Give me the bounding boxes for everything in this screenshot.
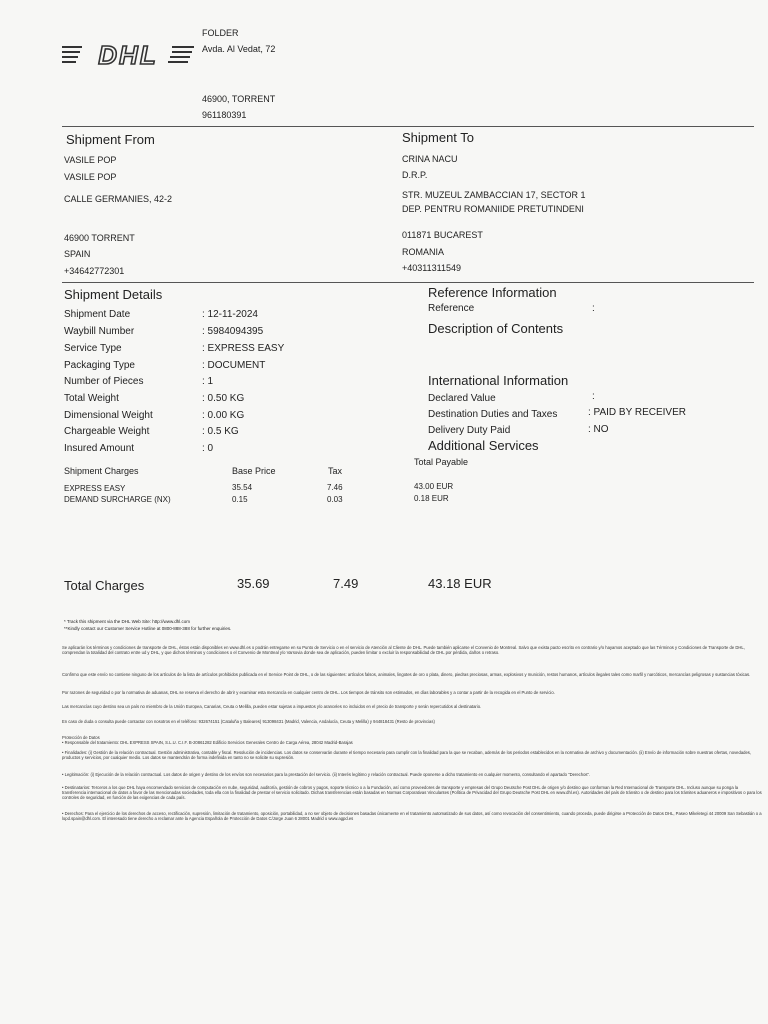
legal-paragraph: Las mercancías cuyo destino sea un país no miembro de la Unión Europea, Canarias, Ceuta o Melilla, pueden estar sujetas a impuestos y/o aranceles no incluidos en el precio de transporte y serán repercutidos al destinatario. [62,704,482,709]
total-charges-label: Total Charges [64,578,145,593]
from-address: CALLE GERMANIES, 42-2 [64,194,173,204]
legal-paragraph: • Legitimación: (i) Ejecución de la relación contractual. Los datos de origen y destino de los envíos son necesarios para la prestación del servicio. (ii) Interés legítimo y relación contractual. Puede oponerse a dicho tratamiento en cualquier momento, consultando el apartado "Derechos". [62,772,591,777]
from-phone: +34642772301 [64,266,125,276]
hotline-note: **Kindly contact our Customer Service Hotline at 0800-888-388 for further enquiries. [64,626,232,631]
detail-label: Service Type [64,343,122,354]
shipment-details-title: Shipment Details [64,287,163,302]
legal-paragraph: Por razones de seguridad o por la normativa de aduanas, DHL se reserva el derecho de abrir y examinar esta mercancía en cualquier centro de DHL. Los tiempos de tránsito son estimados, en días laborables y a contar a partir de la recogida en el Punto de servicio. [62,690,555,695]
dhl-logo [62,41,194,69]
additional-services-title: Additional Services [428,438,539,453]
charge-row-base: 0.15 [232,495,248,504]
detail-value: : DOCUMENT [202,360,266,371]
to-contact: D.R.P. [402,170,428,180]
to-phone: +40311311549 [402,263,461,273]
total-payable: 43.18 EUR [428,576,492,591]
shipment-from-title: Shipment From [66,132,155,147]
header-line-phone: 961180391 [202,110,247,120]
charges-header-base: Base Price [232,466,276,476]
reference-value: : [592,303,595,314]
charge-row-name: DEMAND SURCHARGE (NX) [64,495,171,504]
charge-row-tax: 7.46 [327,483,343,492]
detail-value: : 12-11-2024 [202,309,258,320]
intl-value: : [592,391,595,402]
to-address-1: STR. MUZEUL ZAMBACCIAN 17, SECTOR 1 [402,190,586,200]
charges-header-tax: Tax [328,466,343,476]
detail-label: Dimensional Weight [64,410,153,421]
detail-value: : 5984094395 [202,326,264,337]
detail-label: Waybill Number [64,326,135,337]
intl-label: Destination Duties and Taxes [428,409,558,420]
charge-row-tax: 0.03 [327,495,343,504]
detail-label: Shipment Date [64,309,131,320]
total-tax: 7.49 [333,576,359,591]
legal-paragraph: Confirmo que este envío no contiene ninguno de los artículos de la lista de artículos prohibidos publicada en el Service Point de DHL, o de las siguientes: artículos falsos, animales, lingotes de oro o plata, dinero, piedras preciosas, armas, explosivos y munición, restos humanos, artículos ilegales tales como marfil y narcóticos, mercancías peligrosas y sustancias tóxicas. [62,672,751,677]
legal-paragraph: Protección de Datos • Responsable del tratamiento: DHL EXPRESS SPAIN, S.L.U. C.I.F. B-20861282 Edificio Servicios Generales Centro de Carga Aérea, 28042 Madrid-Barajas [62,735,353,746]
to-country: ROMANIA [402,247,445,257]
to-address-2: DEP. PENTRU ROMANIIDE PRETUTINDENI [402,204,584,214]
international-title: International Information [428,373,569,388]
detail-value: : EXPRESS EASY [202,343,285,354]
detail-value: : 0 [202,443,214,454]
from-country: SPAIN [64,249,91,259]
charge-row-total: 43.00 EUR [414,482,454,491]
total-base: 35.69 [237,576,270,591]
tracking-note: * Track this shipment via the DHL Web Site: http://www.dhl.com [64,619,191,624]
detail-label: Total Weight [64,393,119,404]
legal-paragraph: • Finalidades: (i) Gestión de la relación contractual. Gestión administrativa, contable y fiscal. Resolución de incidencias. Los datos se conservarán durante el tiempo necesario para cumplir con la finalidad para la que se recaban, además de los periodos establecidos en la normativa de archivo y documentación. (ii) Envío de información sobre nuestras ofertas, novedades, productos y servicios, por cualquier medio. Los datos se mantendrán de forma indefinida en tanto no se solicite su supresión. [62,750,752,761]
charge-row-name: EXPRESS EASY [64,484,126,493]
header-line-folder: FOLDER [202,28,239,38]
detail-label: Number of Pieces [64,376,144,387]
legal-paragraph: • Derechos: Para el ejercicio de los derechos de acceso, rectificación, supresión, limitación de tratamiento, oposición, portabilidad, a no ser objeto de decisiones basadas únicamente en el tratamiento automatizado de sus datos, así como revocación del consentimiento, cuando proceda, puede dirigirse a Protección de Datos DHL, Paseo Mikeletegi 44 20009 San Sebastián o a lopd.spain@dhl.com. El interesado tiene derecho a reclamar ante la Agencia Española de Protección de Datos C/Jorge Juan 6 28001 Madrid o www.agpd.es [62,811,762,822]
intl-value: : NO [588,424,609,435]
reference-title: Reference Information [428,285,557,300]
legal-paragraph: • Destinatarios: Terceros a los que DHL haya encomendado servicios de computación en nube, seguridad, auditoría, gestión de cobros y pagos, soporte técnico o a la Fundación, así como proveedores de transporte y empresas del Grupo Deutsche Post DHL de origen y/o destino que conforman la Red Internacional de Transporte DHL. Incluso aunque su ponga la transferencia internacional de datos a favor de las mencionadas sociedades, toda ella con la finalidad de prestar el servicio solicitado. Dichas transferencias están basadas en Normas Corporativas Vinculantes (Política de Privacidad del Grupo Deutsche Post DHL en www.dhl.es). Autoridades del país de tránsito o de destino para los trámites aduaneros e impositivos o para los controles de seguridad, en función de las exigencias de cada país. [62,785,762,801]
detail-label: Insured Amount [64,443,135,454]
address-divider [62,282,754,283]
from-contact: VASILE POP [64,172,117,182]
header-line-street: Avda. Al Vedat, 72 [202,44,276,54]
reference-label: Reference [428,303,475,314]
from-name: VASILE POP [64,155,117,165]
contents-title: Description of Contents [428,321,564,336]
from-city: 46900 TORRENT [64,233,135,243]
dhl-logo-text: DHL [98,41,158,69]
detail-value: : 0.5 KG [202,426,239,437]
detail-value: : 1 [202,376,214,387]
intl-value: : PAID BY RECEIVER [588,407,686,418]
detail-label: Packaging Type [64,360,135,371]
header-divider [62,126,754,127]
charges-header-name: Shipment Charges [64,466,139,476]
legal-paragraph: Se aplicarán los términos y condiciones de transporte de DHL, éstos están disponibles en www.dhl.es o podrán entregarse en su Punto de Servicio o en el servicio de Atención al Cliente de DHL. Puede también aplicarse el Convenio de Montreal. Salvo que exista pacto escrito en contrario y/o hayamos aceptado que las Términos y Condiciones de Transporte de DHL, comprendan la totalidad del contrato entre ud y DHL, y que dichos términos y condiciones o el Convenio de Montreal y/o Varsovia donde sea de aplicación, pueden limitar o excluir la responsabilidad de DHL por pérdida, daños o retraso. [62,645,745,656]
to-name: CRINA NACU [402,154,458,164]
intl-label: Declared Value [428,393,496,404]
intl-label: Delivery Duty Paid [428,425,511,436]
detail-value: : 0.00 KG [202,410,245,421]
charge-row-total: 0.18 EUR [414,494,449,503]
detail-label: Chargeable Weight [64,426,150,437]
shipment-to-title: Shipment To [402,130,475,145]
detail-value: : 0.50 KG [202,393,245,404]
charge-row-base: 35.54 [232,483,253,492]
to-city: 011871 BUCAREST [402,230,483,240]
charges-header-total: Total Payable [414,457,469,467]
legal-paragraph: En caso de duda o consulta puede contactar con nosotros en el teléfono: 932674151 (Cataluña y Baleares) 913098431 (Madrid, Valencia, Andalucía, Ceuta y Melilla) y 944818431 (Resto de provincias) [62,719,435,724]
header-line-city: 46900, TORRENT [202,94,276,104]
